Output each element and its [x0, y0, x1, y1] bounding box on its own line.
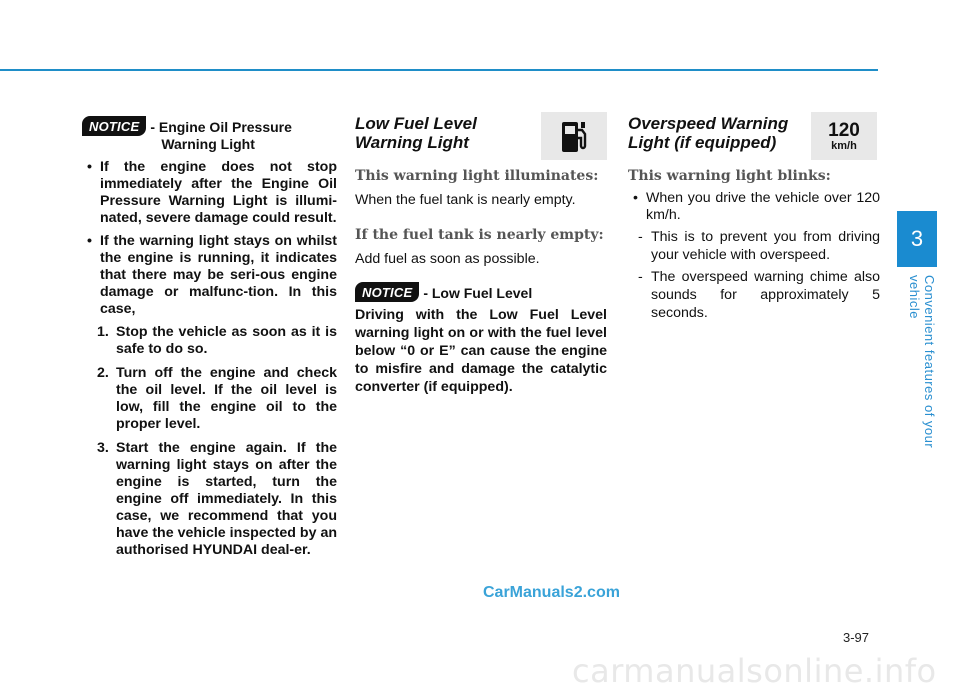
subheading: If the fuel tank is nearly empty: [355, 227, 604, 243]
fuel-pump-icon [541, 112, 607, 160]
column-engine-oil [82, 116, 337, 566]
overspeed-icon [811, 112, 877, 160]
step-number: 1. [97, 324, 109, 340]
column-low-fuel [355, 114, 607, 396]
paragraph: Add fuel as soon as possible. [355, 251, 540, 267]
bullet-item: • When you drive the vehicle over 120 km/h. [628, 190, 880, 224]
step-item [82, 440, 337, 559]
notice-title [150, 119, 292, 153]
paragraph: When the fuel tank is nearly empty. [355, 192, 576, 208]
step-item [82, 324, 337, 358]
step-text: Turn off the engine and check the oil level. If the oil level is low, fill the engine oil to the proper level. [116, 365, 337, 432]
section-title-line2: Light (if equipped) [628, 133, 777, 152]
watermark: carmanualsonline.info [572, 652, 937, 690]
column-overspeed [628, 114, 880, 322]
header-rule [0, 69, 878, 71]
speed-unit: km/h [831, 139, 857, 152]
watermark: CarManuals2.com [483, 584, 620, 601]
page-number: 3-97 [843, 630, 870, 645]
notice-title: - Low Fuel Level [423, 285, 533, 301]
section-title-line1: Overspeed Warning [628, 114, 789, 133]
bullet-item: • If the engine does not stop immediately after the Engine Oil Pressure Warning Light is illumi-nated, severe damage could result. [82, 159, 337, 227]
subheading: This warning light illuminates: [355, 168, 599, 184]
dash-text: The overspeed warning chime also sounds for approximately 5 seconds. [651, 269, 880, 321]
section-title-line2: Warning Light [355, 133, 469, 152]
chapter-label: Convenient features of your vehicle [907, 275, 937, 449]
notice-title-line1: - Engine Oil Pressure [150, 119, 292, 135]
step-number: 2. [97, 365, 109, 381]
step-number: 3. [97, 440, 109, 456]
notice-body: Driving with the Low Fuel Level warning light on or with the fuel level below “0 or E” can cause the engine to misfire and damage the catalytic converter (if equipped). [355, 307, 607, 395]
step-list [82, 324, 337, 559]
notice-badge: NOTICE [82, 116, 146, 136]
dash-item: - This is to prevent you from driving your vehicle with overspeed. [638, 229, 880, 263]
step-item [82, 365, 337, 433]
notice-title-line2: Warning Light [161, 136, 255, 152]
speed-value: 120 [828, 119, 860, 141]
step-text: Start the engine again. If the warning light stays on after the engine is started, turn the engine off immediately. In this case, we recommend that you have the vehicle inspected by an authorised HYUNDAI deal-er. [116, 440, 337, 558]
notice-engine-oil [82, 116, 337, 153]
subheading: This warning light blinks: [628, 168, 831, 184]
dash-item: - The overspeed warning chime also sounds for approximately 5 seconds. [638, 269, 880, 321]
dash-text: This is to prevent you from driving your vehicle with overspeed. [651, 229, 880, 263]
chapter-tab: 3 [897, 211, 937, 267]
section-title-line1: Low Fuel Level [355, 114, 477, 133]
step-text: Stop the vehicle as soon as it is safe to do so. [116, 324, 337, 357]
notice-badge: NOTICE [355, 282, 419, 302]
bullet-item: • If the warning light stays on whilst the engine is running, it indicates that there may be seri-ous engine damage or malfunc-tion. In this case, [82, 233, 337, 318]
notice-low-fuel [355, 282, 607, 302]
